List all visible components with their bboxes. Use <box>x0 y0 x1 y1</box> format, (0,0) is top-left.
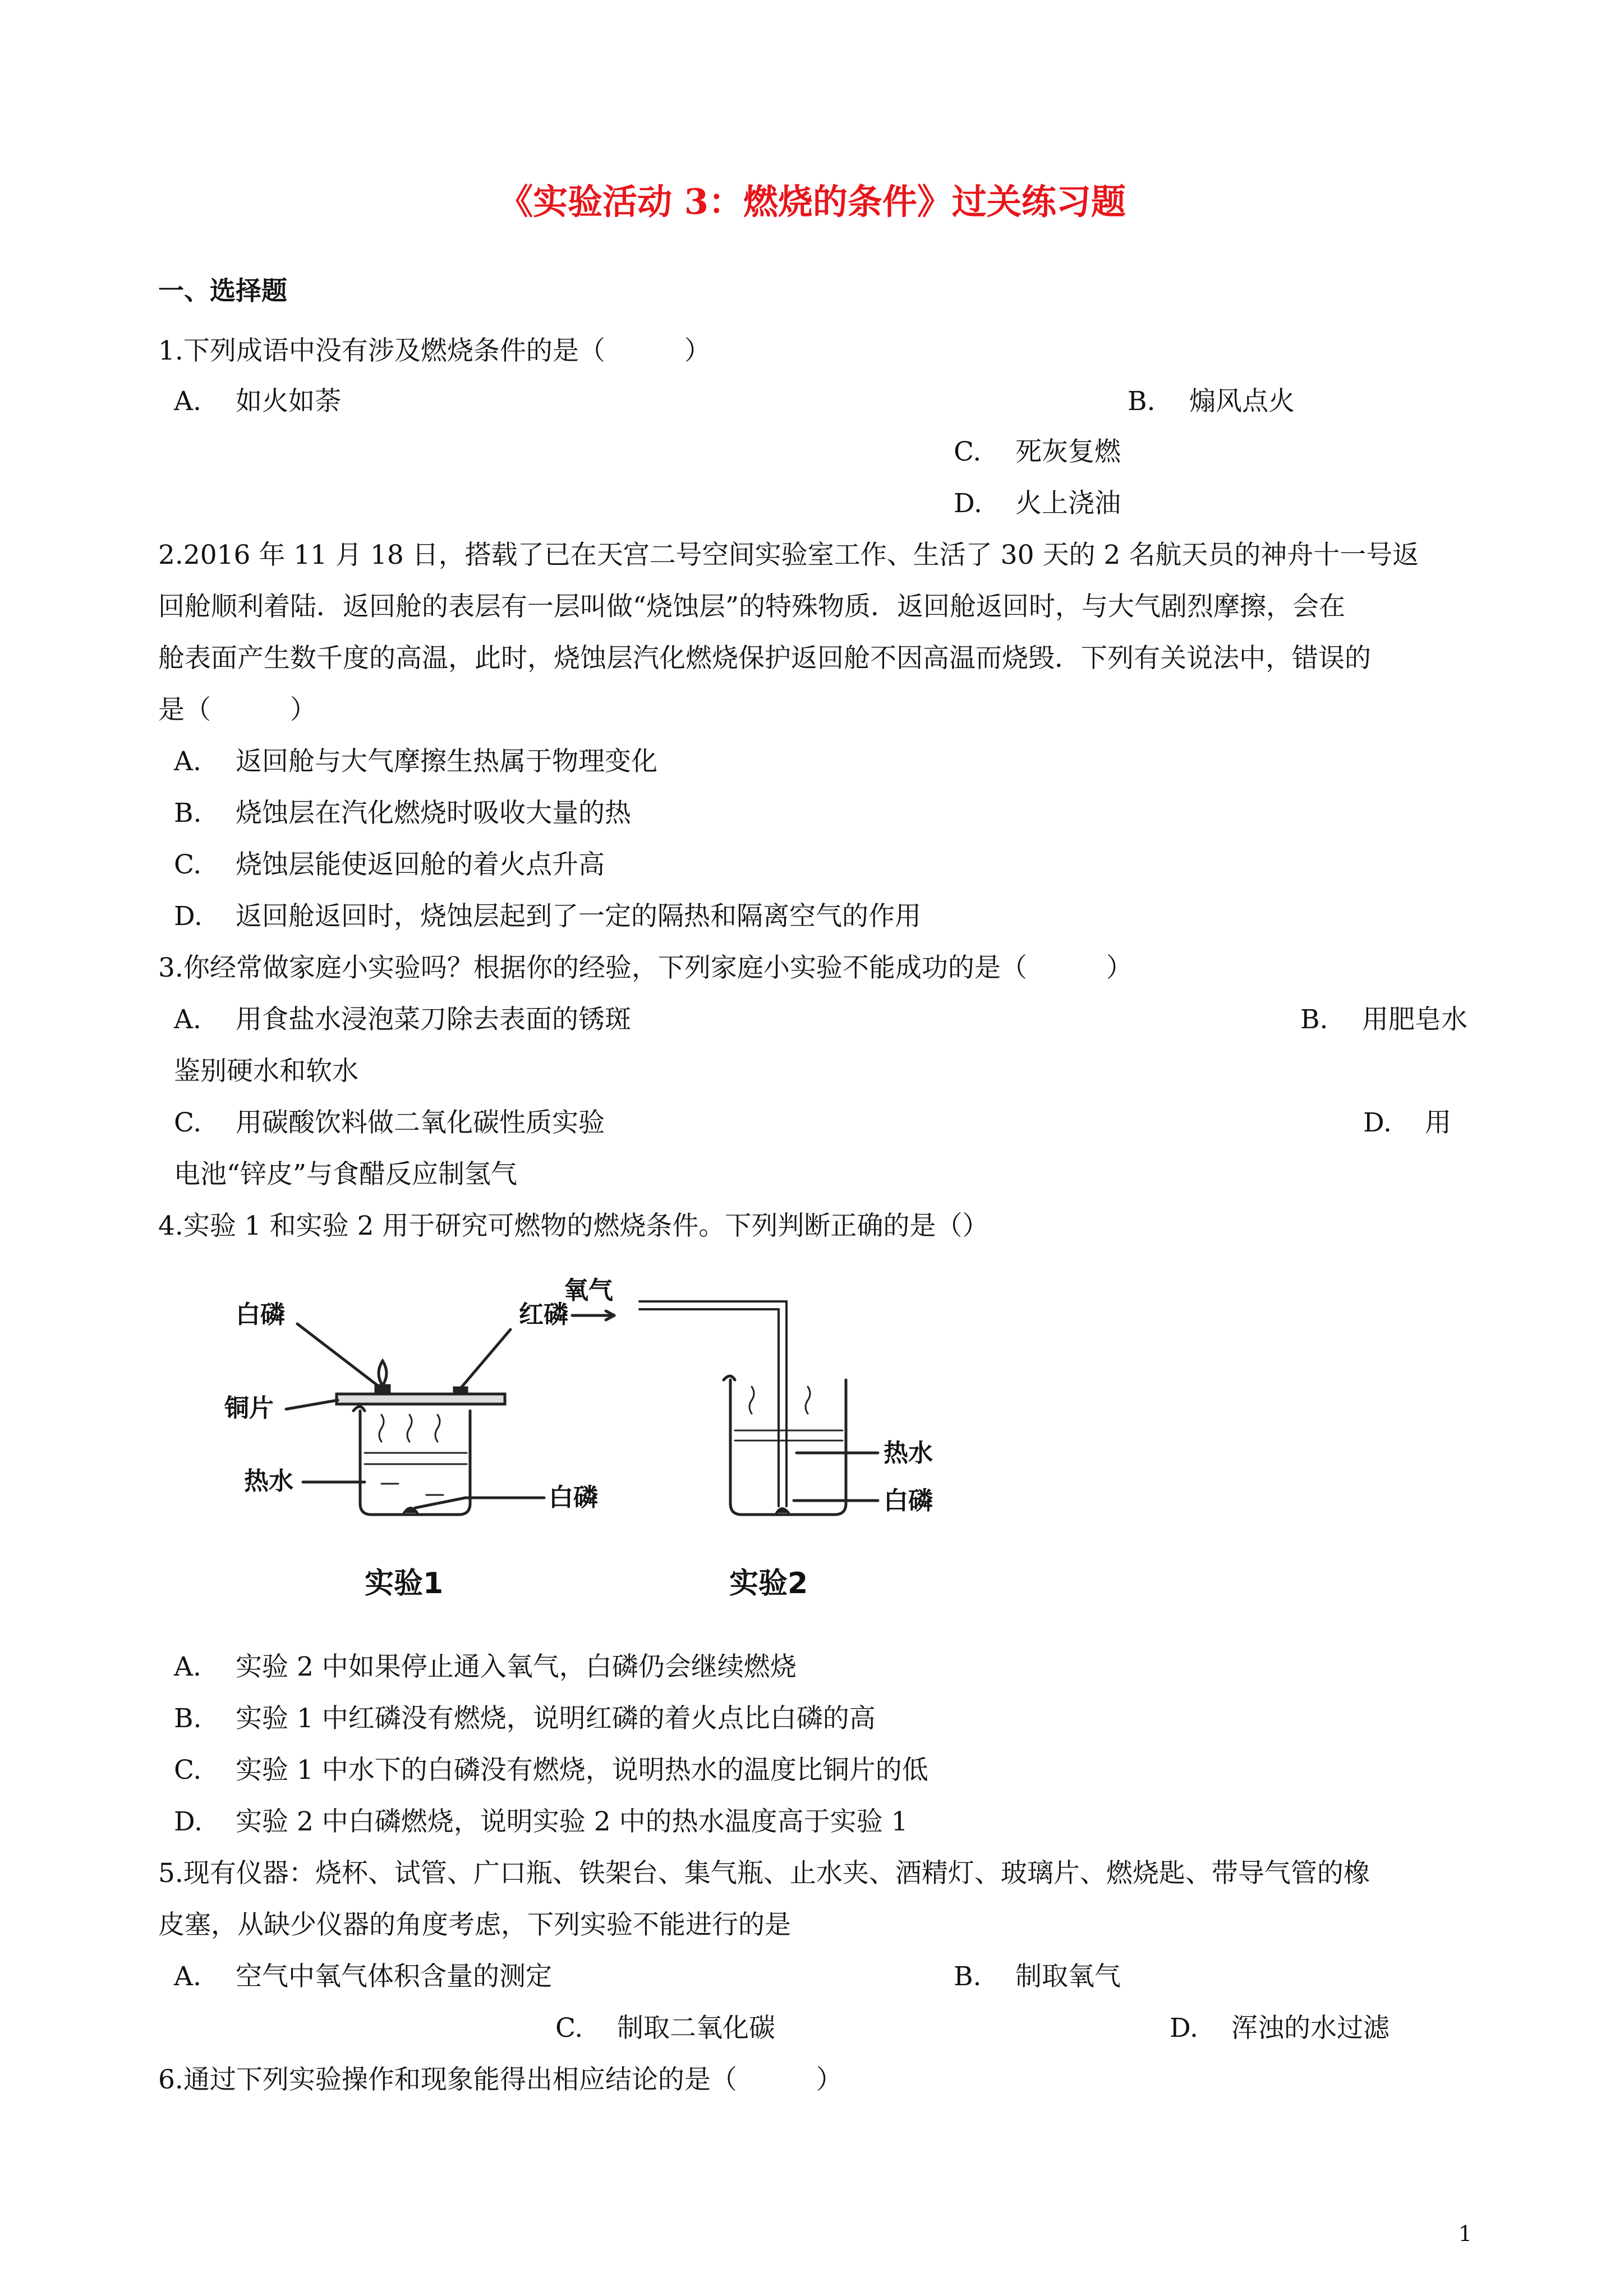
q1-option-b-text: 煽风点火 <box>1189 386 1295 417</box>
q3-option-b-letter: B. <box>1300 1004 1328 1035</box>
q4-option-a[interactable] <box>174 1641 797 1693</box>
q2-option-b-letter: B. <box>174 798 202 829</box>
page-number: 1 <box>1459 2221 1473 2246</box>
exp1-copper-plate <box>337 1394 505 1404</box>
q4-option-a-text: 实验 2 中如果停止通入氧气，白磷仍会继续燃烧 <box>236 1651 797 1682</box>
q3-option-a-letter: A. <box>174 1004 201 1035</box>
q2-option-a[interactable] <box>174 736 657 788</box>
q4-option-d-letter: D. <box>174 1806 203 1837</box>
section-heading: 一、选择题 <box>158 275 287 306</box>
q2-option-d-text: 返回舱返回时，烧蚀层起到了一定的隔热和隔离空气的作用 <box>236 901 921 932</box>
q3-option-c-text: 用碳酸饮料做二氧化碳性质实验 <box>236 1107 605 1138</box>
q1-option-a-text: 如火如荼 <box>236 386 341 417</box>
q2-option-c-text: 烧蚀层能使返回舱的着火点升高 <box>236 849 605 880</box>
q2-option-a-text: 返回舱与大气摩擦生热属于物理变化 <box>236 746 657 777</box>
q2-option-c[interactable] <box>174 839 605 891</box>
q1-option-b[interactable] <box>1128 376 1295 427</box>
exp2-oxygen-tube <box>640 1301 786 1506</box>
q3-option-a-text: 用食盐水浸泡菜刀除去表面的锈斑 <box>236 1004 631 1035</box>
q4-stem: 4.实验 1 和实验 2 用于研究可燃物的燃烧条件。下列判断正确的是（） <box>158 1211 989 1241</box>
q4-option-c-text: 实验 1 中水下的白磷没有燃烧，说明热水的温度比铜片的低 <box>236 1755 928 1786</box>
q1-option-c[interactable] <box>954 426 1121 478</box>
q5-option-d-text: 浑浊的水过滤 <box>1231 2013 1390 2044</box>
q2-option-a-letter: A. <box>174 746 201 777</box>
q4-option-c[interactable] <box>174 1745 928 1796</box>
q5-stem-line1: 5.现有仪器：烧杯、试管、广口瓶、铁架台、集气瓶、止水夹、酒精灯、玻璃片、燃烧匙、带导气管的橡 <box>158 1858 1370 1889</box>
q5-option-a-text: 空气中氧气体积含量的测定 <box>236 1961 552 1992</box>
q3-option-d-cont: 电池“锌皮”与食醋反应制氢气 <box>174 1159 518 1190</box>
q3-option-b-text: 用肥皂水 <box>1362 1004 1467 1035</box>
q1-option-c-text: 死灰复燃 <box>1015 436 1121 467</box>
q1-option-d-letter: D. <box>954 488 982 519</box>
q5-option-c-letter: C. <box>555 2013 583 2044</box>
q5-stem-line2: 皮塞，从缺少仪器的角度考虑，下列实验不能进行的是 <box>158 1910 791 1940</box>
q1-stem: 1.下列成语中没有涉及燃烧条件的是（ ） <box>158 335 711 366</box>
q3-option-c-letter: C. <box>174 1107 202 1138</box>
exp1-copper-label: 铜片 <box>224 1394 274 1423</box>
q3-option-d-text: 用 <box>1425 1107 1451 1138</box>
exp2-hot-water-label: 热水 <box>884 1439 933 1467</box>
q4-option-b[interactable] <box>174 1693 876 1745</box>
page-title: 《实验活动 3：燃烧的条件》过关练习题 <box>498 181 1126 222</box>
q4-option-a-letter: A. <box>174 1651 201 1682</box>
exp1-caption: 实验1 <box>365 1567 444 1600</box>
exp2-beaker <box>730 1380 846 1515</box>
q2-option-d[interactable] <box>174 891 921 942</box>
q3-option-c[interactable] <box>174 1097 605 1149</box>
exp1-white-phosphorus2-label: 白磷 <box>549 1483 598 1512</box>
q3-option-b[interactable] <box>1300 994 1467 1046</box>
q3-option-b-cont: 鉴别硬水和软水 <box>174 1056 358 1087</box>
flame-icon <box>379 1361 387 1386</box>
q2-option-b-text: 烧蚀层在汽化燃烧时吸收大量的热 <box>236 798 631 829</box>
q4-option-b-letter: B. <box>174 1703 202 1734</box>
q3-option-d[interactable] <box>1363 1097 1451 1149</box>
q5-option-d-letter: D. <box>1170 2013 1198 2044</box>
q3-option-d-letter: D. <box>1363 1107 1392 1138</box>
q2-option-d-letter: D. <box>174 901 203 932</box>
exp2-white-phosphorus-label: 白磷 <box>884 1487 933 1515</box>
q1-option-d-text: 火上浇油 <box>1015 488 1121 519</box>
q3-stem: 3.你经常做家庭小实验吗？根据你的经验，下列家庭小实验不能成功的是（ ） <box>158 953 1133 983</box>
exp1-red-phosphorus-label: 红磷 <box>519 1300 568 1329</box>
q2-stem-line3: 舱表面产生数千度的高温，此时，烧蚀层汽化燃烧保护返回舱不因高温而烧毁．下列有关说法中，错误的 <box>158 643 1371 674</box>
q1-option-a[interactable] <box>174 376 341 427</box>
q6-stem: 6.通过下列实验操作和现象能得出相应结论的是（ ） <box>158 2064 843 2095</box>
q4-experiment-figure <box>213 1268 999 1627</box>
q1-option-a-letter: A. <box>174 386 201 417</box>
q5-option-a-letter: A. <box>174 1961 201 1992</box>
q5-option-b-text: 制取氧气 <box>1015 1961 1121 1992</box>
q5-option-a[interactable] <box>174 1951 552 2003</box>
q2-option-b[interactable] <box>174 788 631 839</box>
q1-option-b-letter: B. <box>1128 386 1156 417</box>
exp2-white-phosphorus <box>776 1508 789 1513</box>
q5-option-c[interactable] <box>555 2003 775 2054</box>
exp2-caption: 实验2 <box>729 1567 808 1600</box>
q1-option-c-letter: C. <box>954 436 982 467</box>
q2-stem-line2: 回舱顺利着陆．返回舱的表层有一层叫做“烧蚀层”的特殊物质．返回舱返回时，与大气剧烈摩擦，会在 <box>158 591 1346 622</box>
q3-option-a[interactable] <box>174 994 631 1046</box>
q1-option-d[interactable] <box>954 478 1121 530</box>
q4-option-b-text: 实验 1 中红磷没有燃烧，说明红磷的着火点比白磷的高 <box>236 1703 876 1734</box>
q2-stem-line4: 是（ ） <box>158 694 316 725</box>
q5-option-b[interactable] <box>954 1951 1121 2003</box>
exp1-white-phosphorus-label: 白磷 <box>236 1300 285 1329</box>
q5-option-b-letter: B. <box>954 1961 982 1992</box>
exp2-oxygen-label: 氧气 <box>564 1276 613 1305</box>
q5-option-c-text: 制取二氧化碳 <box>617 2013 775 2044</box>
q4-option-d-text: 实验 2 中白磷燃烧，说明实验 2 中的热水温度高于实验 1 <box>236 1806 908 1837</box>
exp1-hot-water-label: 热水 <box>244 1467 293 1496</box>
q4-option-c-letter: C. <box>174 1755 202 1786</box>
q2-option-c-letter: C. <box>174 849 202 880</box>
q4-option-d[interactable] <box>174 1796 908 1848</box>
q2-stem-line1: 2.2016 年 11 月 18 日，搭载了已在天宫二号空间实验室工作、生活了 30 天的 2 名航天员的神舟十一号返 <box>158 540 1419 570</box>
q5-option-d[interactable] <box>1170 2003 1390 2054</box>
